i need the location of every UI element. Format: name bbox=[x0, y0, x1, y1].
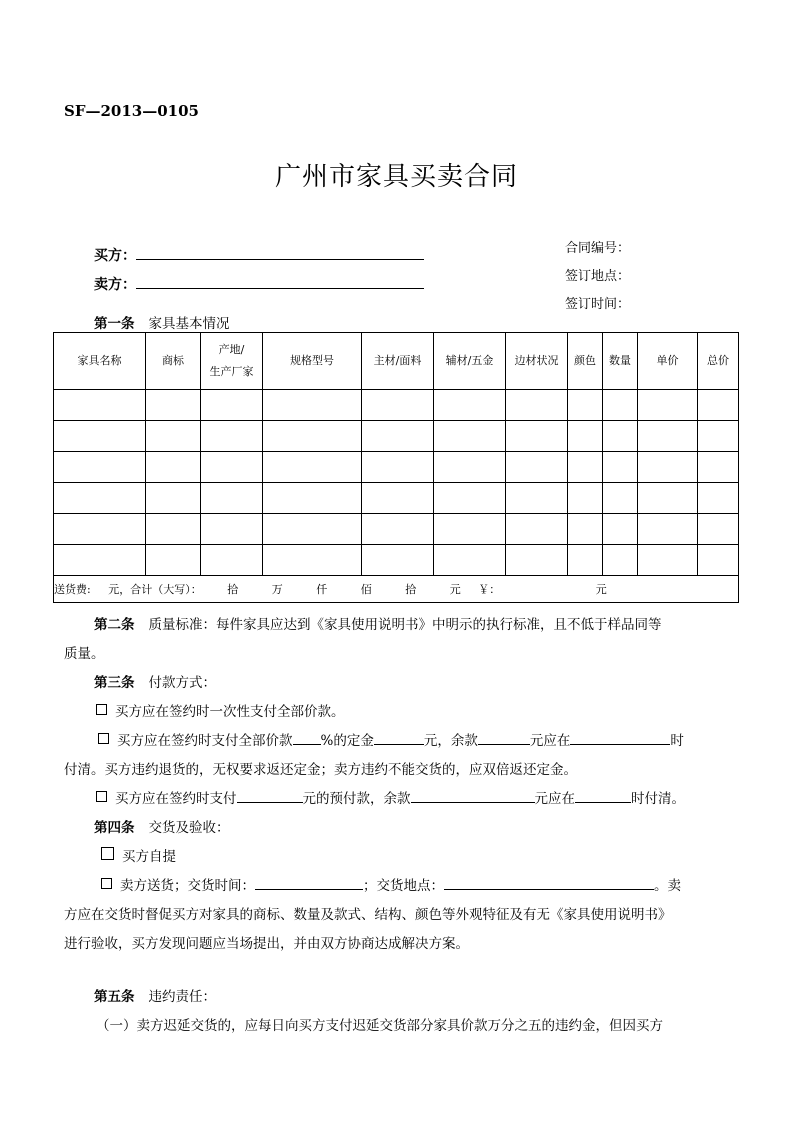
delivery-option-2-text-c: 。卖 bbox=[654, 878, 681, 894]
table-cell[interactable] bbox=[54, 390, 146, 421]
table-cell[interactable] bbox=[506, 390, 568, 421]
article-5-number: 第五条 bbox=[94, 989, 135, 1005]
table-cell[interactable] bbox=[54, 421, 146, 452]
table-cell[interactable] bbox=[698, 452, 739, 483]
table-cell[interactable] bbox=[603, 483, 638, 514]
unit-yuan: 元 bbox=[449, 583, 461, 596]
seller-label: 卖方： bbox=[94, 277, 136, 293]
article-1-number: 第一条 bbox=[94, 316, 135, 332]
delivery-fee-label: 送货费: bbox=[54, 583, 91, 596]
table-cell[interactable] bbox=[638, 483, 698, 514]
table-cell[interactable] bbox=[146, 452, 201, 483]
unit-shi: 拾 bbox=[405, 583, 417, 596]
article-4-heading bbox=[94, 814, 230, 843]
payment-option-2-line2: 付清。买方违约退货的，无权要求返还定金；卖方违约不能交货的，应双倍返还定金。 bbox=[64, 762, 577, 778]
article-5-title: 违约责任： bbox=[148, 989, 216, 1005]
table-cell[interactable] bbox=[568, 545, 603, 576]
article-4-line3: 进行验收，买方发现问题应当场提出，并由双方协商达成解决方案。 bbox=[64, 936, 469, 952]
col-header-origin bbox=[201, 333, 263, 390]
table-row bbox=[54, 452, 739, 483]
table-cell[interactable] bbox=[434, 545, 506, 576]
col-header-quantity: 数量 bbox=[603, 333, 638, 390]
article-1-title: 家具基本情况 bbox=[148, 316, 230, 332]
table-cell[interactable] bbox=[362, 390, 434, 421]
rmb-symbol-label: ￥： bbox=[478, 583, 501, 596]
table-cell[interactable] bbox=[506, 452, 568, 483]
table-cell[interactable] bbox=[362, 421, 434, 452]
table-cell[interactable] bbox=[362, 452, 434, 483]
unit-shi-wan: 拾 bbox=[227, 583, 239, 596]
table-cell[interactable] bbox=[362, 545, 434, 576]
payment-option-3-text-c: 元应在 bbox=[534, 791, 575, 807]
table-cell[interactable] bbox=[434, 483, 506, 514]
table-cell[interactable] bbox=[638, 390, 698, 421]
document-code: SF—2013—0105 bbox=[64, 102, 199, 120]
table-cell[interactable] bbox=[263, 390, 362, 421]
contract-number-label: 合同编号： bbox=[565, 241, 631, 256]
table-cell[interactable] bbox=[201, 545, 263, 576]
table-row bbox=[54, 483, 739, 514]
table-cell[interactable] bbox=[146, 421, 201, 452]
deposit-amount-field[interactable] bbox=[374, 730, 424, 745]
seller-row bbox=[94, 274, 424, 294]
table-cell[interactable] bbox=[698, 483, 739, 514]
table-cell[interactable] bbox=[506, 421, 568, 452]
table-cell[interactable] bbox=[603, 452, 638, 483]
payment-option-2-text-d: 元应在 bbox=[529, 733, 571, 749]
table-cell[interactable] bbox=[362, 514, 434, 545]
article-2-line1 bbox=[94, 611, 662, 640]
delivery-option-2 bbox=[101, 872, 681, 901]
sign-time-label: 签订时间： bbox=[565, 297, 631, 312]
table-cell[interactable] bbox=[434, 421, 506, 452]
col-header-model: 规格型号 bbox=[263, 333, 362, 390]
table-cell[interactable] bbox=[146, 514, 201, 545]
article-3-title: 付款方式： bbox=[148, 675, 216, 691]
col-header-origin-line1: 产地/ bbox=[218, 343, 245, 356]
buyer-label: 买方： bbox=[94, 248, 136, 264]
table-cell[interactable] bbox=[603, 421, 638, 452]
balance-due-field[interactable] bbox=[570, 730, 670, 745]
table-cell[interactable] bbox=[201, 483, 263, 514]
table-cell[interactable] bbox=[434, 390, 506, 421]
furniture-table bbox=[53, 332, 739, 603]
col-header-name: 家具名称 bbox=[54, 333, 146, 390]
table-cell[interactable] bbox=[54, 483, 146, 514]
delivery-option-2-text-a: 卖方送货；交货时间： bbox=[120, 878, 255, 894]
table-cell[interactable] bbox=[568, 514, 603, 545]
rmb-yuan-label: 元 bbox=[595, 583, 607, 596]
col-header-unit-price: 单价 bbox=[638, 333, 698, 390]
total-uppercase-label: 元，合计（大写）： bbox=[108, 583, 202, 596]
payment-option-2-text-e: 时 bbox=[670, 733, 684, 749]
col-header-brand: 商标 bbox=[146, 333, 201, 390]
table-cell[interactable] bbox=[263, 483, 362, 514]
table-cell[interactable] bbox=[568, 483, 603, 514]
table-cell[interactable] bbox=[146, 545, 201, 576]
table-cell[interactable] bbox=[201, 452, 263, 483]
table-cell[interactable] bbox=[263, 452, 362, 483]
table-cell[interactable] bbox=[638, 545, 698, 576]
article-5-line1: （一）卖方迟延交货的，应每日向买方支付迟延交货部分家具价款万分之五的违约金，但因买方 bbox=[96, 1018, 663, 1034]
table-row bbox=[54, 545, 739, 576]
contract-title: 广州市家具买卖合同 bbox=[274, 162, 518, 192]
delivery-option-2-text-b: ；交货地点： bbox=[363, 878, 444, 894]
table-cell[interactable] bbox=[603, 545, 638, 576]
table-cell[interactable] bbox=[603, 514, 638, 545]
table-cell[interactable] bbox=[568, 421, 603, 452]
delivery-time-field[interactable] bbox=[255, 875, 363, 890]
payment-option-1-text: 买方应在签约时一次性支付全部价款。 bbox=[115, 704, 345, 720]
col-header-origin-line2: 生产厂家 bbox=[209, 365, 254, 378]
buyer-row bbox=[94, 245, 424, 265]
article-4-line2: 方应在交货时督促买方对家具的商标、数量及款式、结构、颜色等外观特征及有无《家具使用说明书》 bbox=[64, 907, 672, 923]
payment-option-3-text-a: 买方应在签约时支付 bbox=[115, 791, 237, 807]
payment-option-3-checkbox[interactable] bbox=[96, 791, 107, 802]
deposit-percent-field[interactable] bbox=[293, 730, 321, 745]
col-header-aux-material: 辅材/五金 bbox=[434, 333, 506, 390]
prepayment-field[interactable] bbox=[237, 788, 303, 803]
unit-qian: 仟 bbox=[316, 583, 328, 596]
table-cell[interactable] bbox=[54, 452, 146, 483]
delivery-option-1-checkbox[interactable] bbox=[101, 847, 114, 860]
table-cell[interactable] bbox=[263, 514, 362, 545]
table-cell[interactable] bbox=[263, 421, 362, 452]
table-cell[interactable] bbox=[506, 545, 568, 576]
payment-option-2-checkbox[interactable] bbox=[98, 733, 109, 744]
table-cell[interactable] bbox=[603, 390, 638, 421]
article-2-number: 第二条 bbox=[94, 617, 135, 633]
table-cell[interactable] bbox=[698, 514, 739, 545]
article-3-heading bbox=[94, 669, 216, 698]
table-cell[interactable] bbox=[201, 514, 263, 545]
unit-bai: 佰 bbox=[360, 583, 372, 596]
table-row bbox=[54, 390, 739, 421]
payment-option-3-text-b: 元的预付款，余款 bbox=[302, 791, 411, 807]
balance-amount-field[interactable] bbox=[478, 730, 530, 745]
col-header-color: 颜色 bbox=[568, 333, 603, 390]
delivery-option-1 bbox=[101, 843, 176, 872]
table-cell[interactable] bbox=[506, 514, 568, 545]
table-cell[interactable] bbox=[146, 483, 201, 514]
table-cell[interactable] bbox=[568, 452, 603, 483]
unit-wan: 万 bbox=[271, 583, 283, 596]
payment-option-2-text-b: %的定金 bbox=[320, 733, 374, 749]
table-cell[interactable] bbox=[146, 390, 201, 421]
table-cell[interactable] bbox=[638, 452, 698, 483]
payment-option-1 bbox=[96, 698, 345, 727]
delivery-option-2-checkbox[interactable] bbox=[101, 878, 112, 889]
article-5-heading bbox=[94, 983, 216, 1012]
article-4-title: 交货及验收： bbox=[148, 820, 230, 836]
delivery-option-1-text: 买方自提 bbox=[122, 849, 176, 865]
article-2-text: 质量标准：每件家具应达到《家具使用说明书》中明示的执行标准，且不低于样品同等 bbox=[148, 617, 662, 633]
sign-place-label: 签订地点： bbox=[565, 269, 631, 284]
table-cell[interactable] bbox=[698, 421, 739, 452]
table-cell[interactable] bbox=[54, 514, 146, 545]
table-cell[interactable] bbox=[698, 545, 739, 576]
table-cell[interactable] bbox=[506, 483, 568, 514]
article-4-number: 第四条 bbox=[94, 820, 135, 836]
table-cell[interactable] bbox=[201, 421, 263, 452]
article-3-number: 第三条 bbox=[94, 675, 135, 691]
col-header-edge: 边材状况 bbox=[506, 333, 568, 390]
table-cell[interactable] bbox=[698, 390, 739, 421]
col-header-total: 总价 bbox=[698, 333, 739, 390]
table-cell[interactable] bbox=[638, 421, 698, 452]
table-cell[interactable] bbox=[263, 545, 362, 576]
table-header-row bbox=[54, 333, 739, 390]
article-2-line2: 质量。 bbox=[64, 646, 105, 662]
table-summary-row bbox=[54, 576, 739, 603]
table-row bbox=[54, 421, 739, 452]
table-cell[interactable] bbox=[434, 514, 506, 545]
delivery-place-field[interactable] bbox=[444, 875, 654, 890]
remaining-balance-field[interactable] bbox=[411, 788, 535, 803]
table-cell[interactable] bbox=[54, 545, 146, 576]
payment-option-1-checkbox[interactable] bbox=[96, 704, 107, 715]
col-header-main-material: 主材/面料 bbox=[362, 333, 434, 390]
payment-option-3-text-d: 时付清。 bbox=[631, 791, 685, 807]
table-cell[interactable] bbox=[568, 390, 603, 421]
seller-field[interactable] bbox=[136, 274, 424, 289]
payment-option-3 bbox=[96, 785, 685, 814]
buyer-field[interactable] bbox=[136, 245, 424, 260]
table-cell[interactable] bbox=[434, 452, 506, 483]
table-cell[interactable] bbox=[362, 483, 434, 514]
remaining-due-field[interactable] bbox=[575, 788, 631, 803]
payment-option-2 bbox=[98, 727, 684, 756]
payment-option-2-text-a: 买方应在签约时支付全部价款 bbox=[117, 733, 293, 749]
summary-cell bbox=[54, 576, 739, 603]
table-cell[interactable] bbox=[201, 390, 263, 421]
table-row bbox=[54, 514, 739, 545]
article-1-heading bbox=[94, 312, 230, 332]
payment-option-2-text-c: 元，余款 bbox=[423, 733, 478, 749]
table-cell[interactable] bbox=[638, 514, 698, 545]
